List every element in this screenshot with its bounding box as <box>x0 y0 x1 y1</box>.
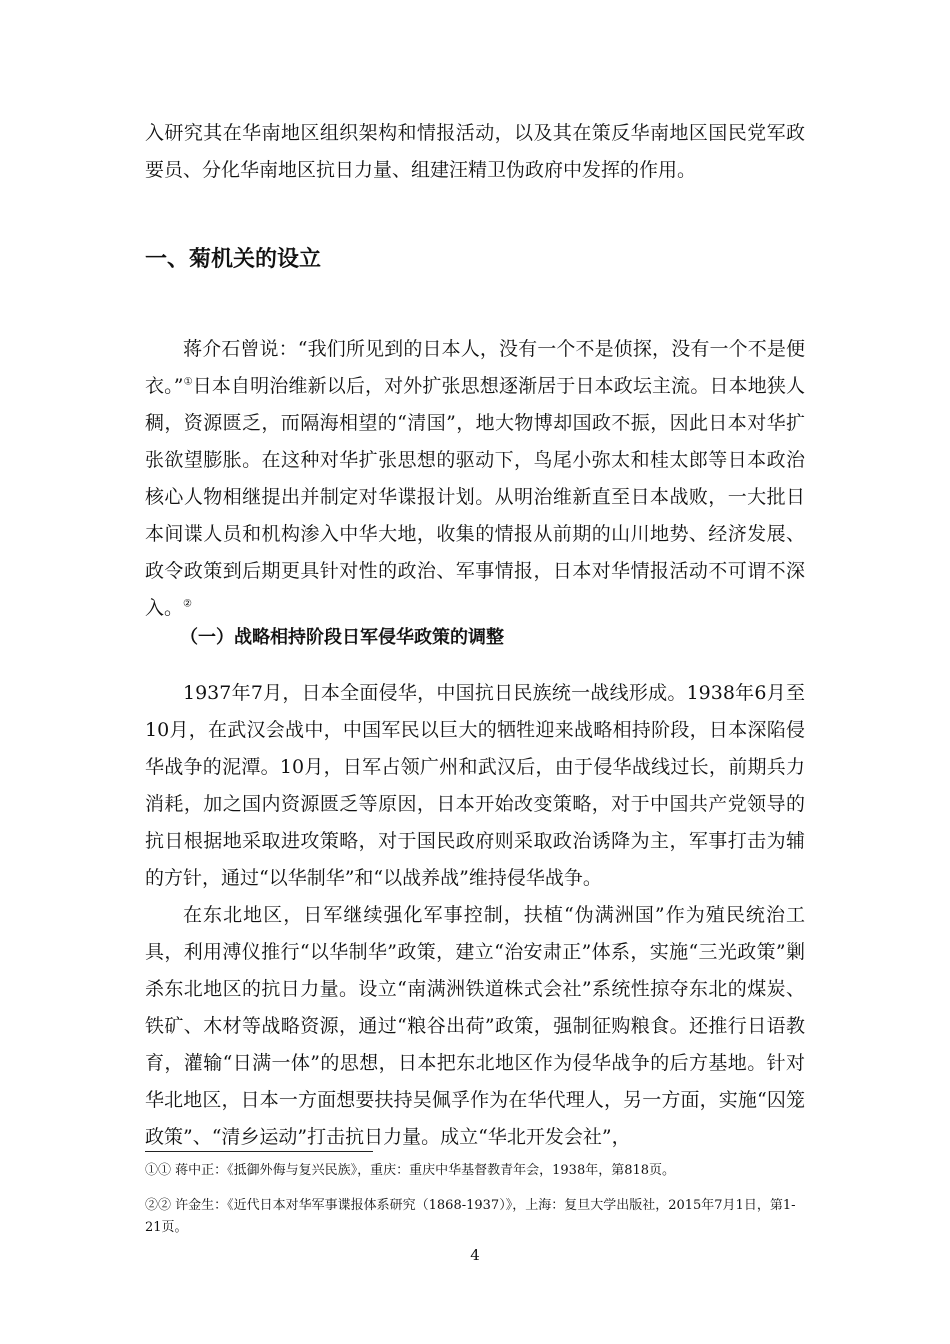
intro-paragraph: 入研究其在华南地区组织架构和情报活动，以及其在策反华南地区国民党军政要员、分化华南地区抗日力量、组建汪精卫伪政府中发挥的作用。 <box>145 122 805 181</box>
footnote-ref-1[interactable]: ① <box>183 376 193 388</box>
footnote-text: 蒋中正：《抵御外侮与复兴民族》，重庆：重庆中华基督教青年会，1938年，第818页。 <box>175 1163 676 1178</box>
page-number: 4 <box>470 1246 480 1264</box>
paragraph-text: 日本自明治维新以后，对外扩张思想逐渐居于日本政坛主流。日本地狭人稠，资源匮乏，而隔海相望的“清国”，地大物博却国政不振，因此日本对华扩张欲望膨胀。在这种对华扩张思想的驱动下，鸟尾小弥太和桂太郎等日本政治核心人物相继提出并制定对华谍报计划。从明治维新直至日本战败，一大批日本间谍人员和机构渗入中华大地，收集的情报从前期的山川地势、经济发展、政令政策到后期更具针对性的政治、军事情报，日本对华情报活动不可谓不深入。 <box>145 375 806 619</box>
footnote-text: 许金生：《近代日本对华军事谍报体系研究（1868-1937）》，上海：复旦大学出版社，2015年7月1日，第1-21页。 <box>145 1198 796 1235</box>
footnote-divider <box>145 1151 373 1152</box>
section-paragraph <box>145 331 805 627</box>
footnote-marker: ①① <box>145 1163 176 1178</box>
subsection-paragraph-2: 在东北地区，日军继续强化军事控制，扶植“伪满洲国”作为殖民统治工具，利用溥仪推行“以华制华”政策，建立“治安肃正”体系，实施“三光政策”剿杀东北地区的抗日力量。设立“南满洲铁道株式会社”系统性掠夺东北的煤炭、铁矿、木材等战略资源，通过“粮谷出荷”政策，强制征购粮食。还推行日语教育，灌输“日满一体”的思想，日本把东北地区作为侵华战争的后方基地。针对华北地区，日本一方面想要扶持吴佩孚作为在华代理人，另一方面，实施“囚笼政策”、“清乡运动”打击抗日力量。成立“华北开发会社”， <box>145 904 805 1148</box>
paragraph-text: 蒋介石曾说：“我们所见到的日本人，没有一个不是侦探，没有一个不是便衣。” <box>145 338 805 397</box>
footnote-2 <box>145 1195 805 1239</box>
section-heading: 一、菊机关的设立 <box>145 247 322 272</box>
footnote-ref-2[interactable]: ② <box>183 598 192 610</box>
subsection-heading: （一）战略相持阶段日军侵华政策的调整 <box>180 627 504 648</box>
footnote-1 <box>145 1160 805 1182</box>
subsection-paragraph-1: 1937年7月，日本全面侵华，中国抗日民族统一战线形成。1938年6月至10月，在武汉会战中，中国军民以巨大的牺牲迎来战略相持阶段，日本深陷侵华战争的泥潭。10月，日军占领广州和武汉后，由于侵华战线过长，前期兵力消耗，加之国内资源匮乏等原因，日本开始改变策略，对于中国共产党领导的抗日根据地采取进攻策略，对于国民政府则采取政治诱降为主，军事打击为辅的方针，通过“以华制华”和“以战养战”维持侵华战争。 <box>145 682 805 889</box>
footnote-marker: ②② <box>145 1198 176 1213</box>
